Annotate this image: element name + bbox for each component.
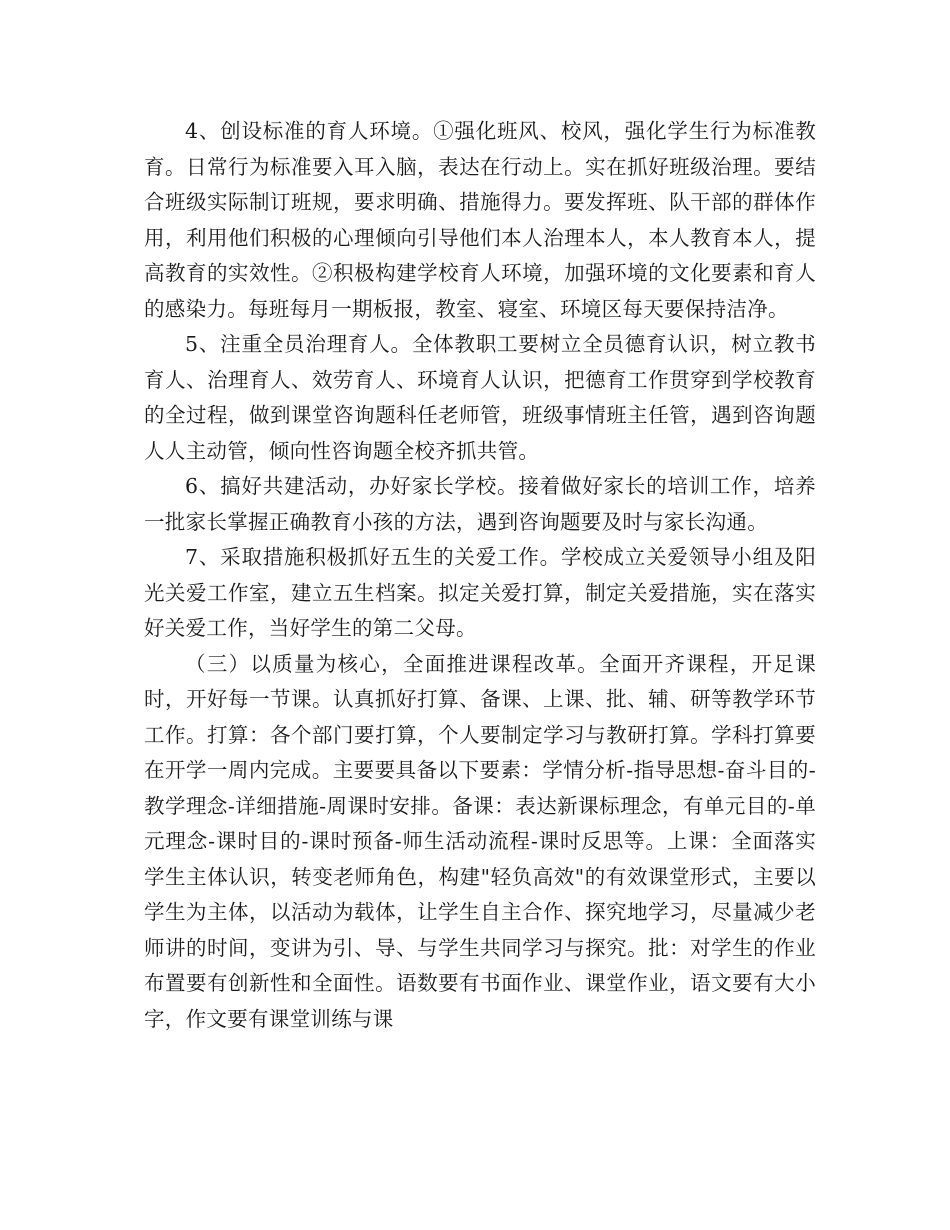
paragraph-item-7: 7、采取措施积极抓好五生的关爱工作。学校成立关爱领导小组及阳光关爱工作室，建立五生档案。拟定关爱打算，制定关爱措施，实在落实好关爱工作，当好学生的第二父母。	[144, 545, 816, 640]
paragraph-section-3: （三）以质量为核心，全面推进课程改革。全面开齐课程，开足课时，开好每一节课。认真抓好打算、备课、上课、批、辅、研等教学环节工作。打算：各个部门要打算，个人要制定学习与教研打算。学科打算要在开学一周内完成。主要要具备以下要素：学情分析-指导思想-奋斗目的-教学理念-详细措施-周课时安排。备课：表达新课标理念，有单元目的-单元理念-课时目的-课时预备-师生活动流程-课时反思等。上课：全面落实学生主体认识，转变老师角色，构建"轻负高效"的有效课堂形式，主要以学生为主体，以活动为载体，让学生自主合作、探究地学习，尽量减少老师讲的时间，变讲为引、导、与学生共同学习与探究。批：对学生的作业布置要有创新性和全面性。语数要有书面作业、课堂作业，语文要有大小字，作文要有课堂训练与课	[144, 651, 816, 1031]
paragraph-item-4: 4、创设标准的育人环境。①强化班风、校风，强化学生行为标准教育。日常行为标准要入耳入脑，表达在行动上。实在抓好班级治理。要结合班级实际制订班规，要求明确、措施得力。要发挥班、队干部的群体作用，利用他们积极的心理倾向引导他们本人治理本人，本人教育本人，提高教育的实效性。②积极构建学校育人环境，加强环境的文化要素和育人的感染力。每班每月一期板报，教室、寝室、环境区每天要保持洁净。	[144, 119, 816, 321]
paragraph-item-5: 5、注重全员治理育人。全体教职工要树立全员德育认识，树立教书育人、治理育人、效劳育人、环境育人认识，把德育工作贯穿到学校教育的全过程，做到课堂咨询题科任老师管，班级事情班主任管，遇到咨询题人人主动管，倾向性咨询题全校齐抓共管。	[144, 332, 816, 463]
document-body	[144, 114, 816, 1037]
paragraph-item-6: 6、搞好共建活动，办好家长学校。接着做好家长的培训工作，培养一批家长掌握正确教育小孩的方法，遇到咨询题要及时与家长沟通。	[144, 474, 816, 534]
